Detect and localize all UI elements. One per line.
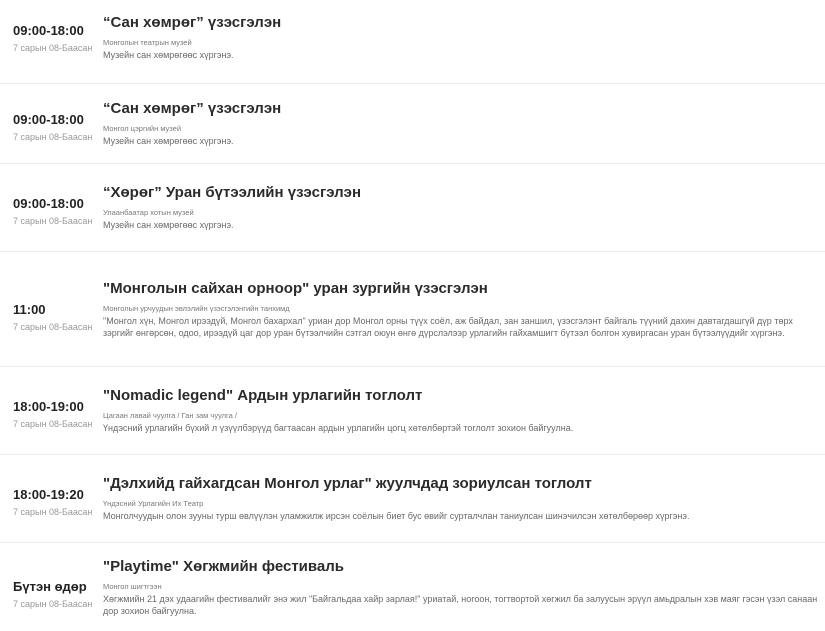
event-venue: Монголын урчуудын эвлэлийн үзэсгэлэнгийн танхимд [103, 303, 290, 313]
event-time-column [0, 104, 103, 143]
event-date: 7 сарын 08-Баасан [13, 419, 93, 429]
event-time: 09:00-18:00 [13, 23, 84, 38]
event-venue: Үндэсний Урлагийн Их Театр [103, 499, 204, 508]
event-description: "Монгол хүн, Монгол ирээдүй, Монгол бахархал" уриан дор Монгол орны түүх соёл, аж байдал, зан заншил, үзэсгэлэнт байгаль түүний дахин давтагдашгүй дүр төрх зэргийг өнгөрсөн, одоо, ирээдүй цаг дор уран бүтээлчийн сэтгэл оюун өнгө дүрслэлээр урлагийн гайхамшигт бүтээл болгон хувиргасан уран бүтээлүүдийг хүргэнэ. [103, 315, 793, 338]
event-item[interactable] [0, 0, 825, 84]
event-time: 18:00-19:00 [13, 399, 84, 414]
event-date: 7 сарын 08-Баасан [13, 132, 93, 142]
event-description: Музейн сан хөмрөгөөс хүргэнэ. [103, 50, 234, 60]
event-time: 09:00-18:00 [13, 112, 84, 127]
event-title[interactable]: "Nomadic legend" Ардын урлагийн тоглолт [103, 387, 423, 404]
event-info [103, 475, 825, 522]
event-item[interactable] [0, 367, 825, 455]
event-venue: Монгол цэргийн музей [103, 124, 182, 133]
event-venue: Улаанбаатар хотын музей [103, 208, 194, 217]
event-time-column [0, 286, 103, 333]
event-description: Монголчуудын олон зууны турш өвлүүлэн уламжилж ирсэн соёлын биет бус өвийг сурталчлан таниулсан шинэчилсэн хөтөлбөрөөр хүргэнэ. [103, 511, 690, 521]
event-time: 11:00 [13, 301, 46, 317]
event-info [103, 184, 825, 231]
event-info [103, 387, 825, 434]
event-title[interactable]: “Сан хөмрөг” үзэсгэлэн [103, 14, 282, 31]
event-time-column [0, 391, 103, 430]
event-item[interactable] [0, 84, 825, 164]
event-description: Хөгжмийн 21 дэх удаагийн фестивалийг энэ жил "Байгальдаа хайр зарлая!" уриатай, ногоон, тогтвортой хөгжил ба залуусын эрүүл амьдралын хэв маяг гэсэн үзэл санаан дор зохион байгуулна. [103, 593, 818, 616]
event-time-column [0, 188, 103, 227]
event-time: 18:00-19:20 [13, 487, 84, 502]
event-description: Музейн сан хөмрөгөөс хүргэнэ. [103, 136, 234, 146]
event-title[interactable]: “Хөрөг” Уран бүтээлийн үзэсгэлэн [103, 184, 362, 201]
event-date: 7 сарын 08-Баасан [13, 216, 93, 226]
event-item[interactable] [0, 455, 825, 543]
event-info [103, 2, 825, 61]
event-item[interactable] [0, 164, 825, 252]
event-date: 7 сарын 08-Баасан [13, 507, 93, 517]
event-item[interactable] [0, 252, 825, 367]
event-time-column [0, 479, 103, 518]
event-date: 7 сарын 08-Баасан [13, 321, 93, 332]
event-time-column [0, 565, 103, 610]
event-time: Бүтэн өдөр [13, 578, 87, 594]
event-info [103, 100, 825, 147]
event-title[interactable]: "Playtime" Хөгжмийн фестиваль [103, 557, 345, 575]
event-info [103, 280, 825, 339]
event-venue: Цагаан лавай чуулга / Ган зам чуулга / [103, 411, 237, 420]
event-time-column [0, 2, 103, 54]
event-date: 7 сарын 08-Баасан [13, 598, 93, 609]
event-time: 09:00-18:00 [13, 196, 84, 211]
event-info [103, 558, 825, 617]
event-title[interactable]: "Монголын сайхан орноор" уран зургийн үзэсгэлэн [103, 279, 488, 297]
event-item[interactable] [0, 543, 825, 631]
event-venue: Монгол шигтгээн [103, 581, 162, 591]
event-date: 7 сарын 08-Баасан [13, 43, 93, 53]
event-description: Үндэсний урлагийн бүхий л үзүүлбэрүүд багтаасан ардын урлагийн цогц хөтөлбөртэй тоглолт зохион байгуулна. [103, 423, 574, 433]
event-title[interactable]: “Сан хөмрөг” үзэсгэлэн [103, 100, 282, 117]
event-description: Музейн сан хөмрөгөөс хүргэнэ. [103, 220, 234, 230]
event-title[interactable]: "Дэлхийд гайхагдсан Монгол урлаг" жуулчдад зориулсан тоглолт [103, 475, 592, 492]
event-venue: Монголын театрын музей [103, 38, 192, 47]
